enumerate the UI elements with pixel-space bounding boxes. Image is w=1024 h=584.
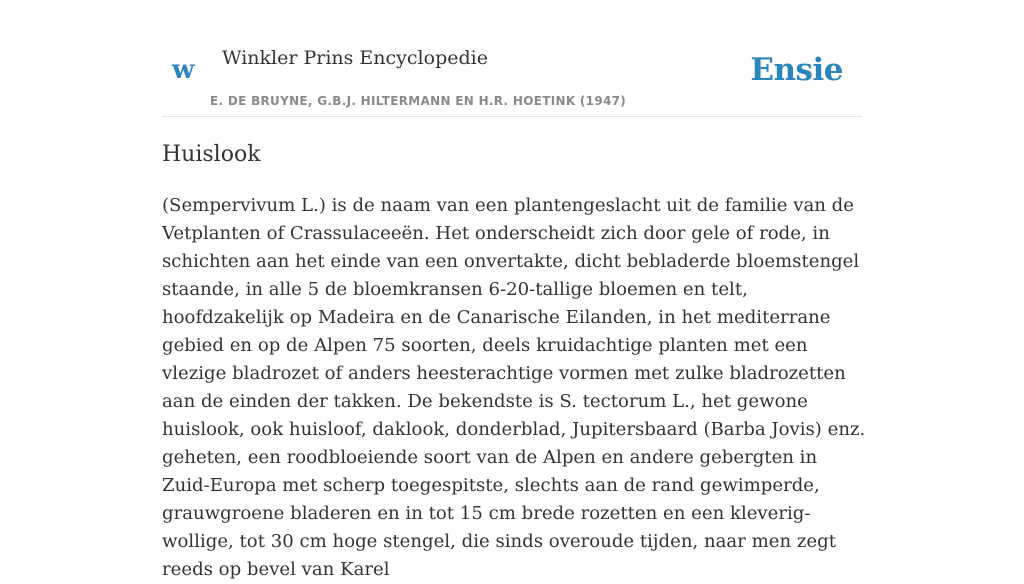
article-body: (Sempervivum L.) is de naam van een plantengeslacht uit de familie van de Vetplanten of Crassulaceeën. Het onderscheidt zich door gele of rode, in schichten aan het einde van een onvertakte, dicht bebladerde bloemstengel staande, in alle 5 de bloemkransen 6-20-tallige bloemen en telt, hoofdzakelijk op Madeira en de Canarische Eilanden, in het mediterrane gebied en op de Alpen 75 soorten, deels kruidachtige planten met een vlezige bladrozet of anders heesterachtige vormen met zulke bladrozetten aan de einden der takken. De bekendste is S. tectorum L., het gewone huislook, ook huisloof, daklook, donderblad, Jupitersbaard (Barba Jovis) enz. geheten, een roodbloeiende soort van de Alpen en andere gebergten in Zuid-Europa met scherp toegespitste, slechts aan de rand gewimperde, grauwgroene bladeren en in tot 15 cm brede rozetten en een kleverig-wollige, tot 30 cm hoge stengel, die sinds overoude tijden, naar men zegt reeds op bevel van Karel — [162, 195, 866, 580]
source-header — [162, 40, 862, 117]
article-title: Huislook — [162, 142, 261, 167]
ensie-logo[interactable]: Ensie — [750, 52, 843, 88]
source-title[interactable]: Winkler Prins Encyclopedie — [222, 47, 488, 69]
winkler-prins-logo[interactable]: w — [172, 55, 195, 85]
source-authors: E. DE BRUYNE, G.B.J. HILTERMANN EN H.R. HOETINK (1947) — [210, 94, 627, 108]
